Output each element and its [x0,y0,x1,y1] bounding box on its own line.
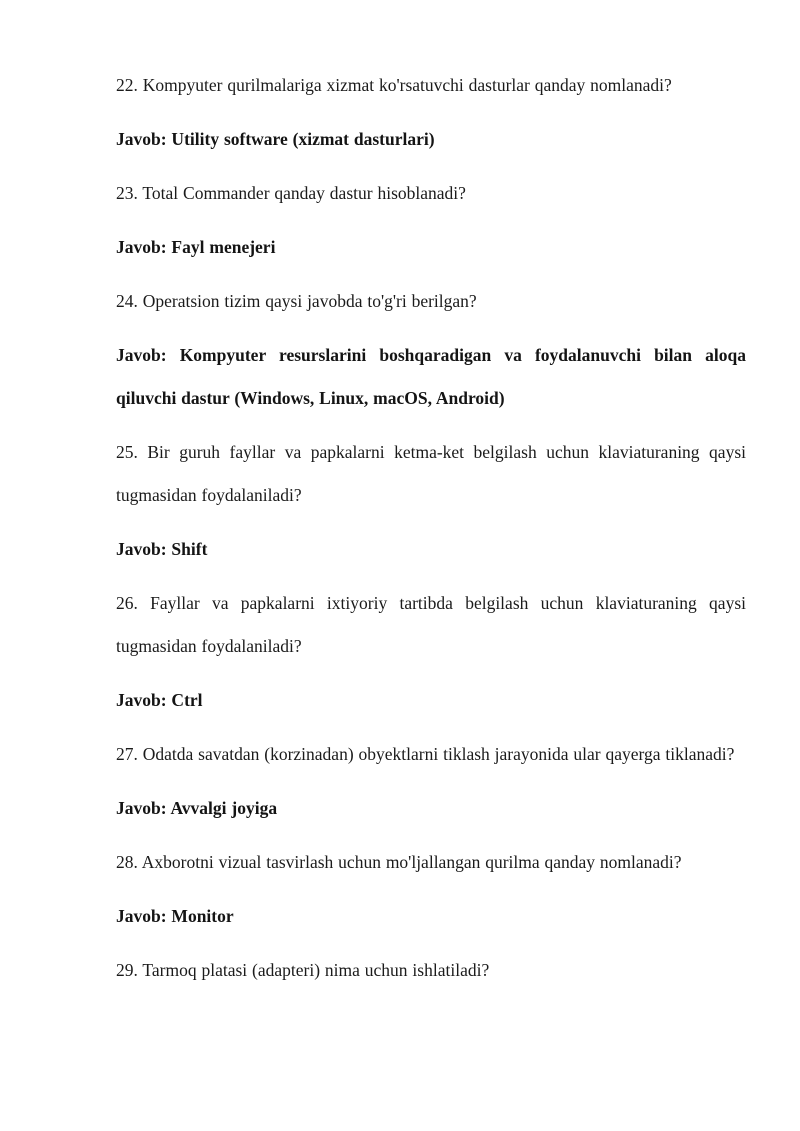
answer-paragraph: Javob: Fayl menejeri [116,237,276,257]
answer-paragraph: Javob: Monitor [116,906,234,926]
question-paragraph: 22. Kompyuter qurilmalariga xizmat ko'rsatuvchi dasturlar qanday nomlanadi? [116,75,672,95]
answer-paragraph: Javob: Shift [116,539,208,559]
question-paragraph: 25. Bir guruh fayllar va papkalarni ketma-ket belgilash uchun klaviaturaning qaysi tugmasidan foydalaniladi? [116,442,746,505]
question-paragraph: 24. Operatsion tizim qaysi javobda to'g'ri berilgan? [116,291,477,311]
answer-paragraph: Javob: Ctrl [116,690,203,710]
question-paragraph: 27. Odatda savatdan (korzinadan) obyektlarni tiklash jarayonida ular qayerga tiklanadi? [116,744,735,764]
question-paragraph: 26. Fayllar va papkalarni ixtiyoriy tartibda belgilash uchun klaviaturaning qaysi tugmasidan foydalaniladi? [116,593,746,656]
question-paragraph: 23. Total Commander qanday dastur hisoblanadi? [116,183,466,203]
answer-paragraph: Javob: Utility software (xizmat dasturlari) [116,129,435,149]
answer-paragraph: Javob: Avvalgi joyiga [116,798,278,818]
question-paragraph: 29. Tarmoq platasi (adapteri) nima uchun ishlatiladi? [116,960,490,980]
document-content [116,64,746,1003]
answer-paragraph: Javob: Kompyuter resurslarini boshqaradigan va foydalanuvchi bilan aloqa qiluvchi dastur (Windows, Linux, macOS, Android) [116,345,746,408]
question-paragraph: 28. Axborotni vizual tasvirlash uchun mo'ljallangan qurilma qanday nomlanadi? [116,852,682,872]
